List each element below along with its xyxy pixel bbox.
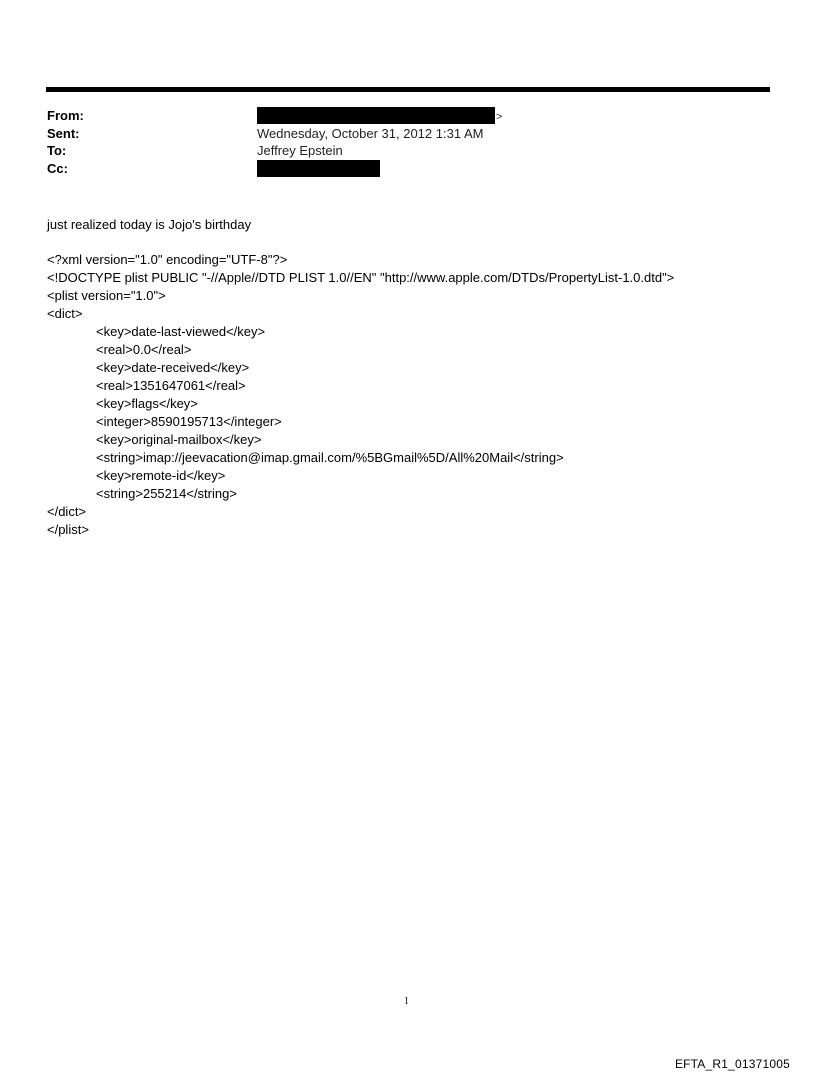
plist-line: <string>255214</string>: [96, 486, 237, 501]
header-rule: [46, 87, 770, 92]
plist-line: <?xml version="1.0" encoding="UTF-8"?>: [47, 252, 288, 267]
redaction-block: [257, 160, 380, 177]
plist-line: <dict>: [47, 306, 83, 321]
plist-line: <real>0.0</real>: [96, 342, 192, 357]
plist-line: <key>original-mailbox</key>: [96, 432, 262, 447]
from-row: [47, 107, 747, 125]
to-label: To:: [47, 143, 67, 158]
redaction-block: [257, 107, 495, 124]
plist-line: <real>1351647061</real>: [96, 378, 246, 393]
plist-line: <integer>8590195713</integer>: [96, 414, 282, 429]
cc-label: Cc:: [47, 160, 68, 176]
plist-line: <key>flags</key>: [96, 396, 198, 411]
sent-label: Sent:: [47, 125, 80, 141]
from-trailing-bracket: >: [496, 111, 503, 123]
plist-line: <plist version="1.0">: [47, 288, 166, 303]
plist-line: <key>date-last-viewed</key>: [96, 324, 266, 339]
page-number: 1: [404, 996, 409, 1007]
cc-row: [47, 160, 747, 178]
sent-row: [47, 125, 747, 143]
plist-line: <!DOCTYPE plist PUBLIC "-//Apple//DTD PLIST 1.0//EN" "http://www.apple.com/DTDs/PropertyList-1.0.dtd">: [47, 270, 675, 285]
to-value: Jeffrey Epstein: [257, 143, 343, 158]
message-text: just realized today is Jojo's birthday: [47, 217, 252, 232]
plist-line: <key>date-received</key>: [96, 360, 250, 375]
email-header: [47, 107, 747, 177]
sent-value: Wednesday, October 31, 2012 1:31 AM: [257, 125, 484, 141]
plist-line: </plist>: [47, 522, 89, 537]
plist-line: <string>imap://jeevacation@imap.gmail.com/%5BGmail%5D/All%20Mail</string>: [96, 450, 564, 465]
to-row: [47, 142, 747, 160]
plist-line: </dict>: [47, 504, 87, 519]
from-label: From:: [47, 108, 84, 123]
document-id: EFTA_R1_01371005: [674, 1057, 790, 1071]
cc-value: [257, 160, 380, 178]
email-body: [47, 216, 767, 539]
plist-line: <key>remote-id</key>: [96, 468, 226, 483]
